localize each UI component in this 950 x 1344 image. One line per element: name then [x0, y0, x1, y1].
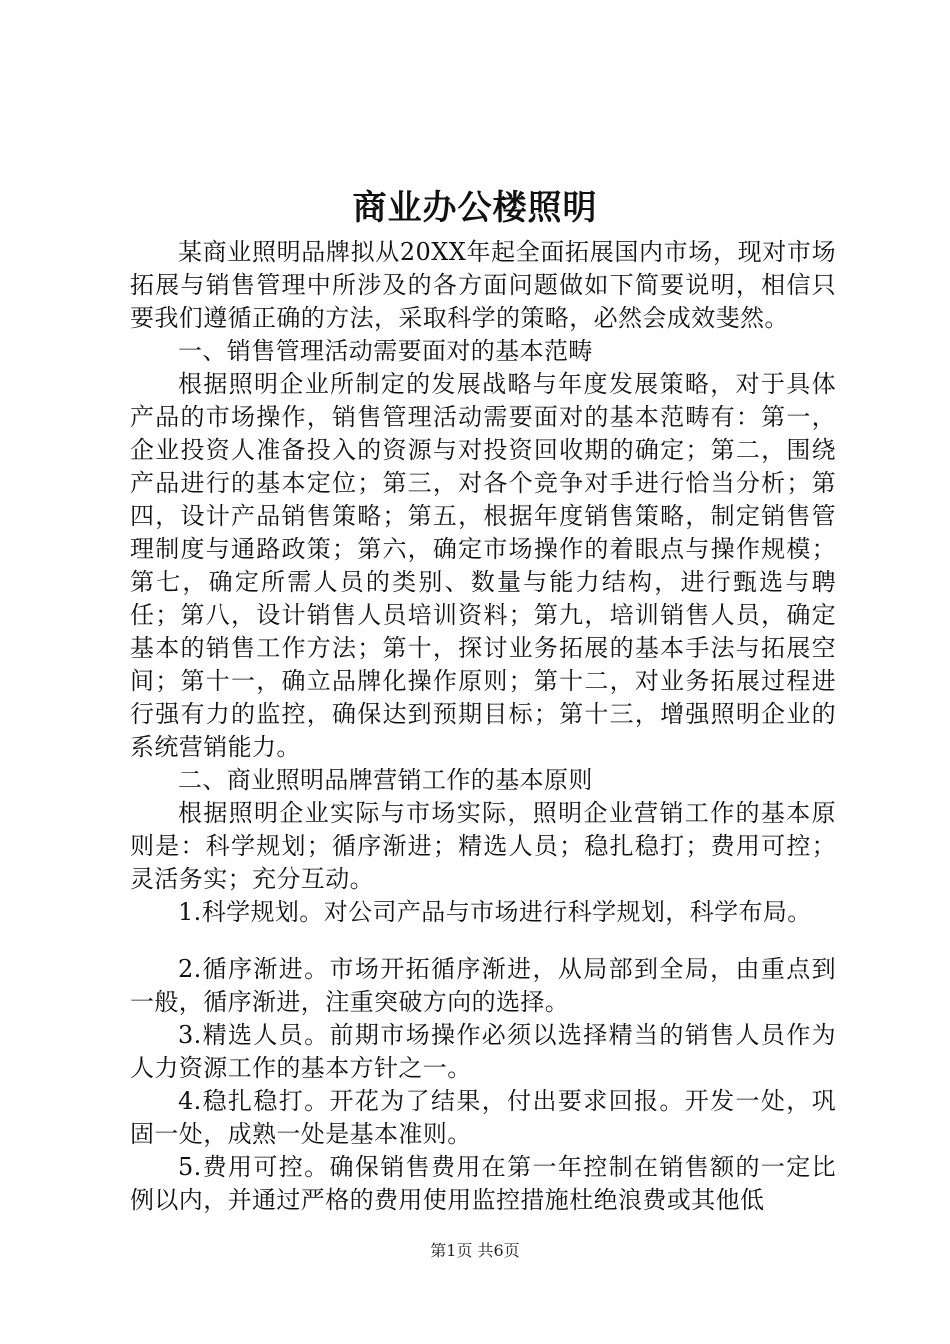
principle-item-3: 3.精选人员。前期市场操作必须以选择精当的销售人员作为人力资源工作的基本方针之一。	[130, 1021, 836, 1082]
section-heading-1: 一、销售管理活动需要面对的基本范畴	[178, 337, 593, 365]
document-body	[130, 236, 836, 1217]
page-footer: 第1页 共6页	[430, 1241, 520, 1260]
document-title: 商业办公楼照明	[352, 188, 598, 228]
principle-item-5: 5.费用可控。确保销售费用在第一年控制在销售额的一定比例以内，并通过严格的费用使用监控措施杜绝浪费或其他低	[130, 1153, 836, 1214]
section-1-paragraph: 根据照明企业所制定的发展战略与年度发展策略，对于具体产品的市场操作，销售管理活动需要面对的基本范畴有：第一，企业投资人准备投入的资源与对投资回收期的确定；第二，围绕产品进行的基本定位；第三，对各个竞争对手进行恰当分析；第四，设计产品销售策略；第五，根据年度销售策略，制定销售管理制度与通路政策；第六，确定市场操作的着眼点与操作规模；第七，确定所需人员的类别、数量与能力结构，进行甄选与聘任；第八，设计销售人员培训资料；第九，培训销售人员，确定基本的销售工作方法；第十，探讨业务拓展的基本手法与拓展空间；第十一，确立品牌化操作原则；第十二，对业务拓展过程进行强有力的监控，确保达到预期目标；第十三，增强照明企业的系统营销能力。	[130, 370, 836, 761]
principle-item-2: 2.循序渐进。市场开拓循序渐进，从局部到全局，由重点到一般，循序渐进，注重突破方向的选择。	[130, 955, 836, 1016]
intro-paragraph: 某商业照明品牌拟从20XX年起全面拓展国内市场，现对市场拓展与销售管理中所涉及的各方面问题做如下简要说明，相信只要我们遵循正确的方法，采取科学的策略，必然会成效斐然。	[130, 238, 836, 332]
section-heading-2: 二、商业照明品牌营销工作的基本原则	[178, 766, 593, 794]
principle-item-4: 4.稳扎稳打。开花为了结果，付出要求回报。开发一处，巩固一处，成熟一处是基本准则。	[130, 1087, 836, 1148]
principle-item-1: 1.科学规划。对公司产品与市场进行科学规划，科学布局。	[178, 898, 812, 926]
section-2-paragraph: 根据照明企业实际与市场实际，照明企业营销工作的基本原则是：科学规划；循序渐进；精选人员；稳扎稳打；费用可控；灵活务实；充分互动。	[130, 799, 836, 893]
